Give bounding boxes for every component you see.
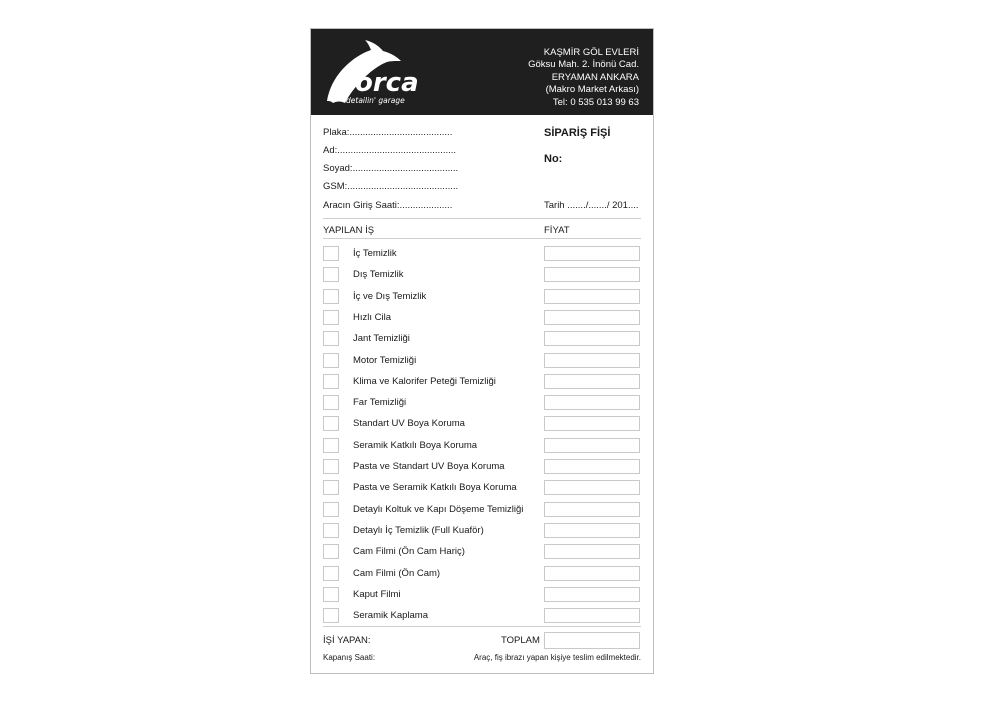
divider — [323, 238, 641, 239]
gsm-field[interactable]: GSM:.......................................... — [323, 181, 459, 192]
worker-label: İŞİ YAPAN: — [323, 635, 371, 646]
service-price-input[interactable] — [544, 331, 640, 346]
svg-text:detailin' garage: detailin' garage — [346, 96, 405, 105]
delivery-note: Araç, fiş ibrazı yapan kişiye teslim edilmektedir. — [473, 653, 641, 662]
service-row — [311, 393, 653, 414]
service-price-input[interactable] — [544, 353, 640, 368]
divider — [323, 218, 641, 219]
order-number-label: No: — [544, 153, 563, 165]
service-row — [311, 585, 653, 606]
service-label: Pasta ve Standart UV Boya Koruma — [353, 461, 505, 472]
service-row — [311, 329, 653, 350]
service-checkbox[interactable] — [323, 246, 339, 261]
plaka-field[interactable]: Plaka:....................................... — [323, 127, 453, 138]
service-price-input[interactable] — [544, 416, 640, 431]
service-price-input[interactable] — [544, 459, 640, 474]
service-checkbox[interactable] — [323, 608, 339, 623]
service-row — [311, 351, 653, 372]
service-label: Klima ve Kalorifer Peteği Temizliği — [353, 375, 496, 387]
service-checkbox[interactable] — [323, 374, 339, 389]
service-row — [311, 542, 653, 563]
service-price-input[interactable] — [544, 566, 640, 581]
service-label: Detaylı Koltuk ve Kapı Döşeme Temizliği — [353, 503, 524, 515]
service-label: Dış Temizlik — [353, 269, 404, 281]
service-price-input[interactable] — [544, 246, 640, 261]
service-row — [311, 372, 653, 393]
address-line: Göksu Mah. 2. İnönü Cad. — [528, 59, 639, 71]
service-checkbox[interactable] — [323, 353, 339, 368]
service-checkbox[interactable] — [323, 459, 339, 474]
service-checkbox[interactable] — [323, 438, 339, 453]
service-price-input[interactable] — [544, 587, 640, 602]
service-checkbox[interactable] — [323, 310, 339, 325]
date-field[interactable]: Tarih ......./......./ 201.... — [544, 200, 639, 211]
service-checkbox[interactable] — [323, 416, 339, 431]
service-price-input[interactable] — [544, 438, 640, 453]
service-row — [311, 606, 653, 627]
shop-address — [528, 47, 639, 109]
service-checkbox[interactable] — [323, 523, 339, 538]
service-label: Motor Temizliği — [353, 354, 417, 366]
service-row — [311, 500, 653, 521]
service-row — [311, 478, 653, 499]
service-label: Kaput Filmi — [353, 588, 401, 600]
address-line: KAŞMİR GÖL EVLERİ — [543, 47, 639, 58]
service-label: Hızlı Cila — [353, 311, 392, 323]
service-checkbox[interactable] — [323, 544, 339, 559]
arrival-time-field[interactable]: Aracın Giriş Saati:.................... — [323, 200, 453, 211]
svg-text:orca: orca — [355, 68, 419, 98]
service-price-input[interactable] — [544, 289, 640, 304]
phone-line: Tel: 0 535 013 99 63 — [552, 96, 639, 108]
service-checkbox[interactable] — [323, 566, 339, 581]
service-row — [311, 457, 653, 478]
address-line: (Makro Market Arkası) — [545, 84, 639, 96]
closing-time-label: Kapanış Saati: — [323, 653, 376, 662]
soyad-field[interactable]: Soyad:........................................ — [323, 163, 459, 174]
service-row — [311, 287, 653, 308]
order-form-card — [310, 28, 654, 674]
service-price-input[interactable] — [544, 267, 640, 282]
service-label: Seramik Kaplama — [353, 610, 428, 622]
form-header — [311, 29, 653, 115]
service-label: Pasta ve Seramik Katkılı Boya Koruma — [353, 482, 517, 494]
service-label: Cam Filmi (Ön Cam) — [353, 567, 441, 579]
service-row — [311, 414, 653, 435]
service-price-input[interactable] — [544, 395, 640, 410]
total-label: TOPLAM — [501, 635, 540, 646]
price-column-header: FİYAT — [544, 225, 570, 236]
service-label: İç Temizlik — [353, 248, 397, 259]
ad-field[interactable]: Ad:............................................. — [323, 145, 457, 156]
service-checkbox[interactable] — [323, 395, 339, 410]
service-label: Jant Temizliği — [353, 333, 410, 345]
service-price-input[interactable] — [544, 374, 640, 389]
service-row — [311, 308, 653, 329]
service-label: İç ve Dış Temizlik — [353, 290, 427, 302]
address-line: ERYAMAN ANKARA — [551, 71, 639, 83]
service-price-input[interactable] — [544, 608, 640, 623]
total-input[interactable] — [544, 632, 640, 649]
service-checkbox[interactable] — [323, 480, 339, 495]
service-price-input[interactable] — [544, 544, 640, 559]
work-column-header: YAPILAN İŞ — [323, 225, 375, 236]
service-checkbox[interactable] — [323, 587, 339, 602]
divider — [323, 626, 641, 627]
service-price-input[interactable] — [544, 523, 640, 538]
service-label: Far Temizliği — [353, 397, 407, 409]
service-label: Standart UV Boya Koruma — [353, 418, 465, 430]
service-label: Seramik Katkılı Boya Koruma — [353, 439, 478, 451]
orca-logo — [321, 39, 431, 109]
service-price-input[interactable] — [544, 502, 640, 517]
service-row — [311, 564, 653, 585]
form-title: SİPARİŞ FİŞİ — [544, 127, 611, 139]
service-row — [311, 265, 653, 286]
service-row — [311, 521, 653, 542]
service-checkbox[interactable] — [323, 289, 339, 304]
service-label: Cam Filmi (Ön Cam Hariç) — [353, 546, 465, 558]
service-price-input[interactable] — [544, 310, 640, 325]
service-row — [311, 244, 653, 265]
service-price-input[interactable] — [544, 480, 640, 495]
service-label: Detaylı İç Temizlik (Full Kuaför) — [353, 524, 484, 536]
service-row — [311, 436, 653, 457]
service-checkbox[interactable] — [323, 502, 339, 517]
service-checkbox[interactable] — [323, 331, 339, 346]
service-checkbox[interactable] — [323, 267, 339, 282]
